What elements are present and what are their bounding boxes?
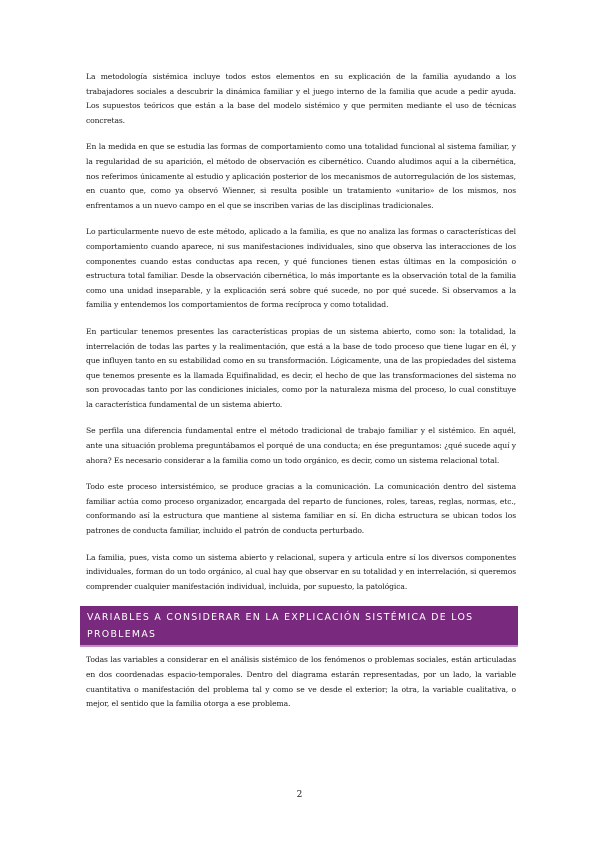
page-number: 2: [296, 790, 303, 800]
paragraph-difference: Se perfila una diferencia fundamental entre el método tradicional de trabajo familiar y el sistémico. En aquél, ante una situación problema preguntábamos el porqué de una conducta; en ése preguntamos: ¿qué sucede aquí y ahora? Es necesario considerar a la familia como un todo orgánico, es decir, como un sistema relacional total.: [86, 426, 516, 465]
paragraph-communication: Todo este proceso intersistémico, se produce gracias a la comunicación. La comunicación dentro del sistema familiar actúa como proceso organizador, encargada del reparto de funciones, roles, tareas, reglas, normas, etc., conformando así la estructura que mantiene al sistema familiar en sí. En dicha estructura se ubican todos los patrones de conducta familiar, incluido el patrón de conducta perturbado.: [86, 482, 516, 536]
paragraph-new-method: Lo particularmente nuevo de este método, aplicado a la familia, es que no analiza las formas o características del comportamiento cuando aparece, ni sus manifestaciones individuales, sino que observa las interacciones de los componentes cuando estas conductas apa recen, y qué funciones tienen estas últimas en la composición o estructura total familiar. Desde la observación cibernética, lo más importante es la observación total de la familia como una unidad inseparable, y la explicación será sobre qué sucede, no por qué sucede. Si observamos a la familia y entendemos los comportamientos de forma recíproca y como totalidad.: [86, 227, 516, 310]
paragraph-methodology: La metodología sistémica incluye todos estos elementos en su explicación de la familia ayudando a los trabajadores sociales a descubrir la dinámica familiar y el juego interno de la familia que acude a pedir ayuda. Los supuestos teóricos que están a la base del modelo sistémico y que permiten mediante el uso de técnicas concretas.: [86, 72, 516, 125]
section-heading: VARIABLES A CONSIDERAR EN LA EXPLICACIÓN SISTÉMICA DE LOS PROBLEMAS: [80, 606, 518, 647]
paragraph-family-system: La familia, pues, vista como un sistema abierto y relacional, supera y articula entre sí los diversos componentes individuales, forman do un todo orgánico, al cual hay que observar en su totalidad y en interrelación, si queremos comprender cualquier manifestación individual, incluida, por supuesto, la patológica.: [86, 552, 516, 591]
paragraph-open-system: En particular tenemos presentes las características propias de un sistema abierto, como son: la totalidad, la interrelación de todas las partes y la realimentación, que está a la base de todo proceso que tiene lugar en él, y que influyen tanto en su estabilidad como en su transformación. Lógicamente, una de las propiedades del sistema que tenemos presente es la llamada Equifinalidad, es decir, el hecho de que las transformaciones del sistema no son provocadas tanto por las condiciones iniciales, como por la naturaleza misma del proceso, lo cual constituye la característica fundamental de un sistema abierto.: [86, 326, 516, 409]
paragraph-variables: Todas las variables a considerar en el análisis sistémico de los fenómenos o problemas sociales, están articuladas en dos coordenadas espacio-temporales. Dentro del diagrama estarán representadas, por un lado, la variable cuantitativa o manifestación del problema tal y como se ve desde el exterior; la otra, la variable cualitativa, o mejor, el sentido que la familia otorga a ese problema.: [86, 655, 516, 709]
paragraph-cybernetics: En la medida en que se estudia las formas de comportamiento como una totalidad funcional al sistema familiar, y la regularidad de su aparición, el método de observación es cibernético. Cuando aludimos aquí a la cibernética, nos referimos únicamente al estudio y aplicación posterior de los mecanismos de autorregulación de los sistemas, en cuanto que, como ya observó Wienner, si resulta posible un tratamiento «unitario» de los mismos, nos enfrentamos a un nuevo campo en el que se inscriben varias de las disciplinas tradicionales.: [86, 142, 516, 210]
page-content: [86, 70, 516, 724]
